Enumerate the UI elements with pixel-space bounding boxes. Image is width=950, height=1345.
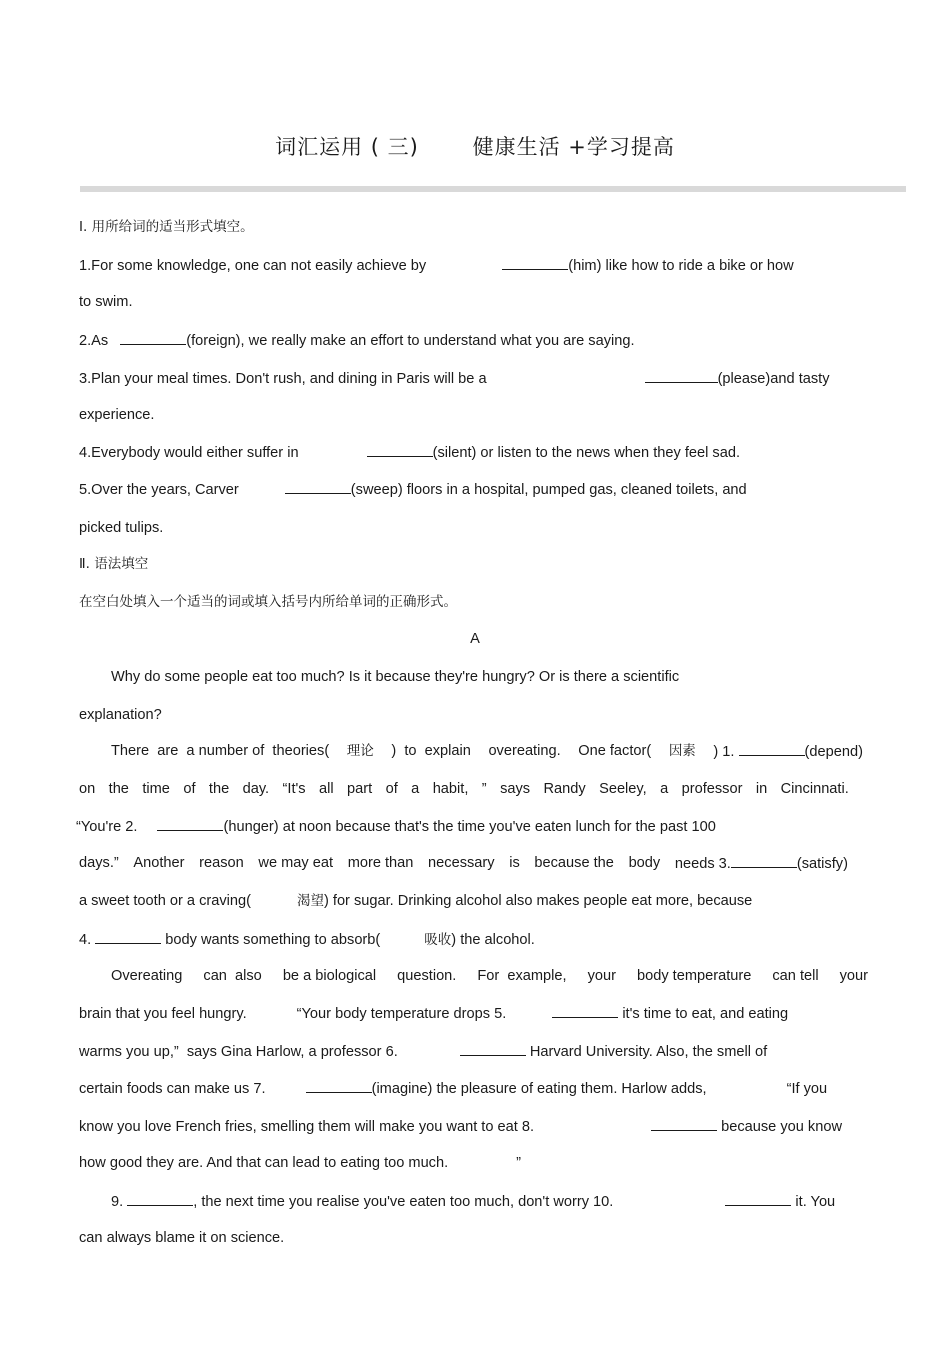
l4-w15: Randy [543, 781, 586, 797]
answer-blank-q2[interactable] [120, 330, 186, 345]
l6-w5: more than [347, 855, 414, 871]
l9-w4: question. [397, 968, 457, 984]
passage-line-12 [79, 1078, 827, 1099]
l12-text-b: (imagine) the pleasure of eating them. Harlow adds, [371, 1081, 707, 1097]
l3-cjk-gloss-factor: 因素 [668, 743, 696, 759]
answer-blank-2[interactable] [157, 816, 223, 831]
passage-line-9 [111, 966, 868, 986]
q1-text-a: 1.For some knowledge, one can not easily achieve by [79, 258, 427, 274]
title-divider [80, 186, 906, 192]
l7-text-c: ) for sugar. Drinking alcohol also makes people eat more, because [323, 893, 753, 909]
l6-w4: we may eat [258, 855, 334, 871]
l9-w2: can also [203, 968, 262, 984]
l8-text-a: 4. [79, 932, 92, 948]
passage-line-15 [111, 1191, 835, 1212]
l7-text-a: a sweet tooth or a craving( [79, 893, 251, 909]
l3-text-a: There are a number of theories( [111, 743, 330, 759]
passage-label: A [470, 631, 480, 647]
l4-w17: a [660, 781, 669, 797]
l6-w8: because the [534, 855, 614, 871]
q4-text-a: 4.Everybody would either suffer in [79, 445, 299, 461]
question-5 [79, 479, 747, 500]
l9-w3: be a biological [282, 968, 377, 984]
passage-line-4 [79, 779, 849, 799]
answer-blank-7[interactable] [306, 1078, 372, 1093]
l4-w16: Seeley, [599, 781, 647, 797]
q4-text-b: (silent) or listen to the news when they feel sad. [432, 445, 741, 461]
l7-cjk-gloss-craving: 渴望 [296, 893, 324, 909]
l8-text-b: body wants something to absorb( [165, 932, 381, 948]
passage-line-10 [79, 1003, 788, 1024]
passage-line-6 [79, 853, 848, 874]
l4-w13: ” [481, 781, 487, 797]
passage-line-16: can always blame it on science. [79, 1230, 285, 1246]
l12-text-c: “If you [786, 1081, 828, 1097]
l3-text-g: ) 1. [713, 744, 735, 760]
answer-blank-3[interactable] [731, 853, 797, 868]
q2-text-a: 2.As [79, 333, 109, 349]
l5-text-a: “You're 2. [76, 819, 138, 835]
l4-w19: in [755, 781, 768, 797]
l3-text-d: overeating. [488, 743, 561, 759]
l4-w9: part [347, 781, 373, 797]
answer-blank-q1[interactable] [502, 255, 568, 270]
part2-heading: Ⅱ. 语法填空 [79, 556, 149, 572]
question-2 [79, 330, 635, 351]
l3-text-c: ) to explain [391, 743, 471, 759]
l4-w4: of [183, 781, 196, 797]
q5-text-b: (sweep) floors in a hospital, pumped gas, cleaned toilets, and [350, 482, 747, 498]
l4-w5: the [208, 781, 230, 797]
l4-w20: Cincinnati. [780, 781, 849, 797]
l13-text-b: because you know [721, 1119, 842, 1135]
l8-cjk-gloss-absorb: 吸收 [424, 932, 452, 948]
q1-text-b: (him) like how to ride a bike or how [568, 258, 794, 274]
l6-w1: days.” [79, 855, 119, 871]
l9-w8: can tell [772, 968, 819, 984]
l14-text-a: how good they are. And that can lead to eating too much. [79, 1155, 449, 1171]
l15-text-b: , the next time you realise you've eaten too much, don't worry 10. [193, 1194, 614, 1210]
l4-w1: on [79, 781, 96, 797]
passage-line-2: explanation? [79, 707, 162, 723]
l11-text-b: Harvard University. Also, the smell of [529, 1044, 768, 1060]
l15-text-a: 9. [111, 1194, 124, 1210]
l4-w7: “It's [282, 781, 306, 797]
passage-line-13 [79, 1116, 842, 1137]
passage-line-1: Why do some people eat too much? Is it because they're hungry? Or is there a scientific [111, 669, 680, 685]
l3-blank-group [713, 741, 863, 762]
q2-text-b: (foreign), we really make an effort to understand what you are saying. [186, 333, 635, 349]
passage-line-5 [76, 816, 716, 837]
answer-blank-q3[interactable] [645, 368, 718, 383]
answer-blank-5[interactable] [552, 1003, 618, 1018]
l3-cjk-gloss-theory: 理论 [346, 743, 374, 759]
l9-w5: For example, [477, 968, 567, 984]
l4-w10: of [385, 781, 398, 797]
l10-text-a: brain that you feel hungry. [79, 1006, 247, 1022]
l4-w6: day. [242, 781, 270, 797]
l12-text-a: certain foods can make us 7. [79, 1081, 266, 1097]
l6-w2: Another [133, 855, 185, 871]
l4-w11: a [411, 781, 420, 797]
q3-text-b: (please)and tasty [717, 371, 830, 387]
l10-text-b: “Your body temperature drops 5. [296, 1006, 507, 1022]
l15-text-c: it. You [795, 1194, 836, 1210]
l14-text-b: ” [516, 1155, 522, 1171]
question-3 [79, 368, 830, 389]
l4-w18: professor [681, 781, 743, 797]
passage-line-14 [79, 1153, 521, 1173]
l13-text-a: know you love French fries, smelling them will make you want to eat 8. [79, 1119, 535, 1135]
l6-w7: is [509, 855, 520, 871]
l4-w14: says [500, 781, 531, 797]
part2-instruction: 在空白处填入一个适当的词或填入括号内所给单词的正确形式。 [79, 594, 457, 610]
l3-text-e: One factor( [578, 743, 652, 759]
answer-blank-9[interactable] [127, 1191, 193, 1206]
question-1-cont: to swim. [79, 294, 133, 310]
l6-w9: body [628, 855, 661, 871]
answer-blank-4[interactable] [95, 929, 161, 944]
l9-w1: Overeating [111, 968, 183, 984]
l11-text-a: warms you up,” says Gina Harlow, a professor 6. [79, 1044, 398, 1060]
question-1 [79, 255, 794, 276]
q3-text-a: 3.Plan your meal times. Don't rush, and dining in Paris will be a [79, 371, 487, 387]
answer-blank-q5[interactable] [285, 479, 351, 494]
l9-w6: your [587, 968, 616, 984]
l6-w11: (satisfy) [796, 856, 848, 872]
l4-w2: the [108, 781, 129, 797]
passage-line-8 [79, 929, 535, 950]
answer-blank-8[interactable] [651, 1116, 717, 1131]
l9-w7: body temperature [636, 968, 752, 984]
answer-blank-1[interactable] [739, 741, 805, 756]
answer-blank-10[interactable] [725, 1191, 791, 1206]
l8-text-d: ) the alcohol. [451, 932, 535, 948]
passage-line-7 [79, 891, 752, 911]
answer-blank-q4[interactable] [367, 442, 433, 457]
passage-line-3 [111, 741, 863, 762]
question-3-cont: experience. [79, 407, 155, 423]
part1-heading: Ⅰ. 用所给词的适当形式填空。 [79, 219, 254, 235]
l5-text-b: (hunger) at noon because that's the time you've eaten lunch for the past 100 [223, 819, 716, 835]
answer-blank-6[interactable] [460, 1041, 526, 1056]
page-title: 词汇运用 ( 三) 健康生活 +学习提高 [275, 135, 675, 159]
question-4 [79, 442, 740, 463]
l9-w9: your [839, 968, 868, 984]
q5-text-a: 5.Over the years, Carver [79, 482, 239, 498]
l3-text-h: (depend) [804, 744, 863, 760]
l4-w3: time [142, 781, 170, 797]
l6-blank-group [675, 853, 848, 874]
l6-w6: necessary [428, 855, 495, 871]
l4-w8: all [319, 781, 334, 797]
l10-text-c: it's time to eat, and eating [622, 1006, 789, 1022]
l6-w3: reason [199, 855, 244, 871]
passage-line-11 [79, 1041, 767, 1062]
l6-w10: needs 3. [674, 856, 731, 872]
question-5-cont: picked tulips. [79, 520, 164, 536]
l4-w12: habit, [432, 781, 469, 797]
